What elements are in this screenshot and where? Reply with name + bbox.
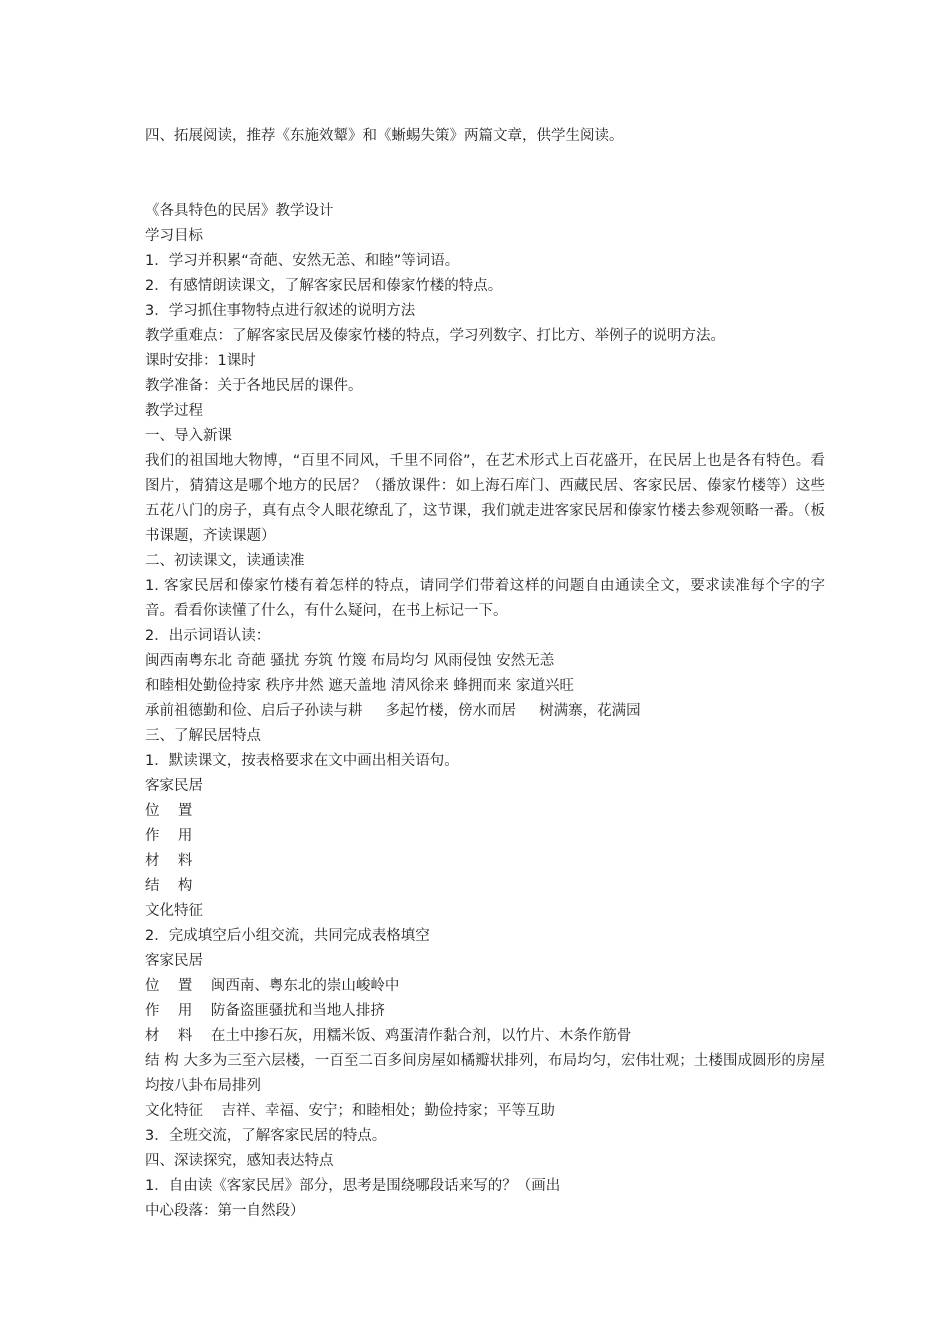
- step3-item-3: 3．全班交流，了解客家民居的特点。: [145, 1128, 387, 1144]
- table1-row-structure: 结 构: [145, 878, 193, 894]
- table1-row-material: 材 料: [145, 853, 193, 869]
- step2-item-1: 1. 客家民居和傣家竹楼有着怎样的特点，请同学们带着这样的问题自由通读全文，要求读准每个字的字音。看看你读懂了什么，有什么疑问，在书上标记一下。: [145, 578, 825, 619]
- step1-paragraph: 我们的祖国地大物博，“百里不同风，千里不同俗”，在艺术形式上百花盛开，在民居上也是各有特色。看图片，猜猜这是哪个地方的民居？（播放课件：如上海石库门、西藏民居、客家民居、傣家竹楼等）这些五花八门的房子，真有点令人眼花缭乱了，这节课，我们就走进客家民居和傣家竹楼去参观领略一番。（板书课题，齐读课题）: [145, 453, 825, 544]
- step3-item-1: 1．默读课文，按表格要求在文中画出相关语句。: [145, 753, 459, 769]
- lesson-plan-body: [145, 199, 825, 1224]
- table1-row-location: 位 置: [145, 803, 193, 819]
- goal-item-2: 2．有感情朗读课文，了解客家民居和傣家竹楼的特点。: [145, 278, 503, 294]
- table2-row-function: 作 用 防备盗匪骚扰和当地人排挤: [145, 1003, 385, 1019]
- word-list-line-1: 闽西南粤东北 奇葩 骚扰 夯筑 竹篾 布局均匀 风雨侵蚀 安然无恙: [145, 653, 555, 669]
- document-title: 《各具特色的民居》教学设计: [145, 203, 334, 219]
- table2-row-culture: 文化特征 吉祥、幸福、安宁；和睦相处；勤俭持家；平等互助: [145, 1103, 555, 1119]
- step4-heading: 四、深读探究，感知表达特点: [145, 1153, 334, 1169]
- schedule-line: 课时安排：1课时: [145, 353, 256, 369]
- step1-heading: 一、导入新课: [145, 428, 232, 444]
- step3-heading: 三、了解民居特点: [145, 728, 261, 744]
- prep-line: 教学准备：关于各地民居的课件。: [145, 378, 363, 394]
- word-list-line-2: 和睦相处勤俭持家 秩序井然 遮天盖地 清风徐来 蜂拥而来 家道兴旺: [145, 678, 575, 694]
- word-list-line-3: 承前祖德勤和俭、启后子孙读与耕 多起竹楼，傍水而居 树满寨，花满园: [145, 703, 641, 719]
- step2-heading: 二、初读课文，读通读准: [145, 553, 305, 569]
- step4-item-1-continued: 中心段落：第一自然段）: [145, 1203, 305, 1219]
- step3-item-2: 2．完成填空后小组交流，共同完成表格填空: [145, 928, 430, 944]
- key-points-line: 教学重难点：了解客家民居及傣家竹楼的特点，学习列数字、打比方、举例子的说明方法。: [145, 328, 725, 344]
- process-heading: 教学过程: [145, 403, 203, 419]
- goals-heading: 学习目标: [145, 228, 203, 244]
- table2-title: 客家民居: [145, 953, 203, 969]
- table2-row-location: 位 置 闽西南、粤东北的崇山峻岭中: [145, 978, 400, 994]
- table1-row-culture: 文化特征: [145, 903, 203, 919]
- goal-item-1: 1．学习并积累“奇葩、安然无恙、和睦”等词语。: [145, 253, 460, 269]
- table1-row-function: 作 用: [145, 828, 193, 844]
- table2-row-material: 材 料 在土中掺石灰，用糯米饭、鸡蛋清作黏合剂，以竹片、木条作筋骨: [145, 1028, 632, 1044]
- table2-row-structure: 结 构 大多为三至六层楼，一百至二百多间房屋如橘瓣状排列，布局均匀，宏伟壮观；土楼围成圆形的房屋均按八卦布局排列: [145, 1053, 825, 1094]
- goal-item-3: 3．学习抓住事物特点进行叙述的说明方法: [145, 303, 416, 319]
- table1-title: 客家民居: [145, 778, 203, 794]
- extended-reading-line: 四、拓展阅读，推荐《东施效颦》和《蜥蜴失策》两篇文章，供学生阅读。: [145, 128, 624, 144]
- step4-item-1: 1．自由读《客家民居》部分，思考是围绕哪段话来写的？（画出: [145, 1178, 561, 1194]
- step2-item-2: 2．出示词语认读：: [145, 628, 271, 644]
